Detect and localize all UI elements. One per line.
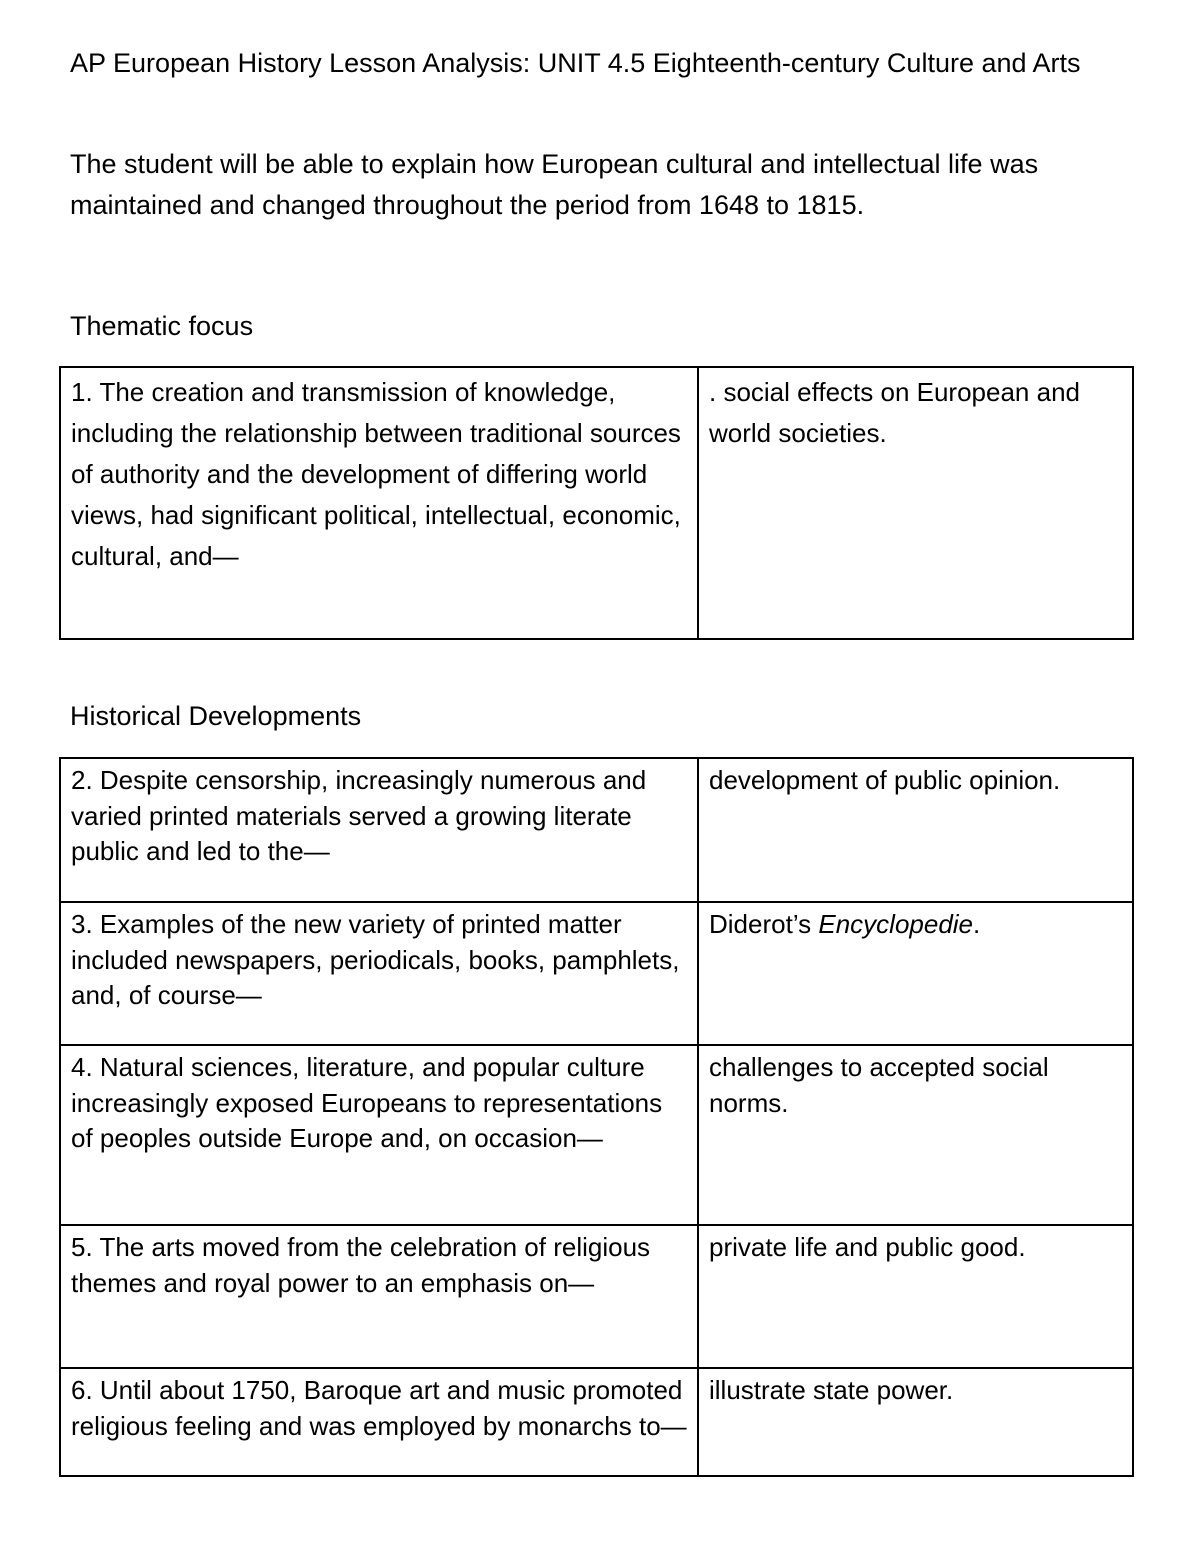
- table-row: [60, 1368, 1133, 1476]
- prompt-cell: 6. Until about 1750, Baroque art and music promoted religious feeling and was employed by monarchs to—: [60, 1368, 698, 1476]
- answer-text-prefix: Diderot’s: [709, 909, 819, 939]
- historical-developments-table: [59, 757, 1134, 1477]
- answer-text-italic: Encyclopedie: [818, 909, 974, 939]
- table-row: [60, 1045, 1133, 1225]
- table-row: [60, 758, 1133, 902]
- thematic-focus-table: [59, 366, 1134, 640]
- answer-cell: . social effects on European and world societies.: [698, 367, 1133, 639]
- answer-cell: development of public opinion.: [698, 758, 1133, 902]
- prompt-cell: 2. Despite censorship, increasingly numerous and varied printed materials served a growing literate public and led to the—: [60, 758, 698, 902]
- thematic-focus-heading: Thematic focus: [70, 311, 254, 341]
- answer-text-suffix: .: [973, 909, 981, 939]
- prompt-cell: 1. The creation and transmission of knowledge, including the relationship between traditional sources of authority and the development of differing world views, had significant political, intellectual, economic, cultural, and—: [60, 367, 698, 639]
- answer-cell: illustrate state power.: [698, 1368, 1133, 1476]
- answer-cell: [698, 902, 1133, 1045]
- prompt-cell: 4. Natural sciences, literature, and popular culture increasingly exposed Europeans to representations of peoples outside Europe and, on occasion—: [60, 1045, 698, 1225]
- table-row: [60, 367, 1133, 639]
- learning-objective: The student will be able to explain how European cultural and intellectual life was maintained and changed throughout the period from 1648 to 1815.: [70, 149, 1039, 220]
- table-row: [60, 1225, 1133, 1368]
- document-title: AP European History Lesson Analysis: UNIT 4.5 Eighteenth-century Culture and Arts: [70, 48, 1081, 78]
- table-row: [60, 902, 1133, 1045]
- prompt-cell: 5. The arts moved from the celebration of religious themes and royal power to an emphasis on—: [60, 1225, 698, 1368]
- prompt-cell: 3. Examples of the new variety of printed matter included newspapers, periodicals, books, pamphlets, and, of course—: [60, 902, 698, 1045]
- answer-cell: private life and public good.: [698, 1225, 1133, 1368]
- historical-developments-heading: Historical Developments: [70, 701, 362, 731]
- answer-cell: challenges to accepted social norms.: [698, 1045, 1133, 1225]
